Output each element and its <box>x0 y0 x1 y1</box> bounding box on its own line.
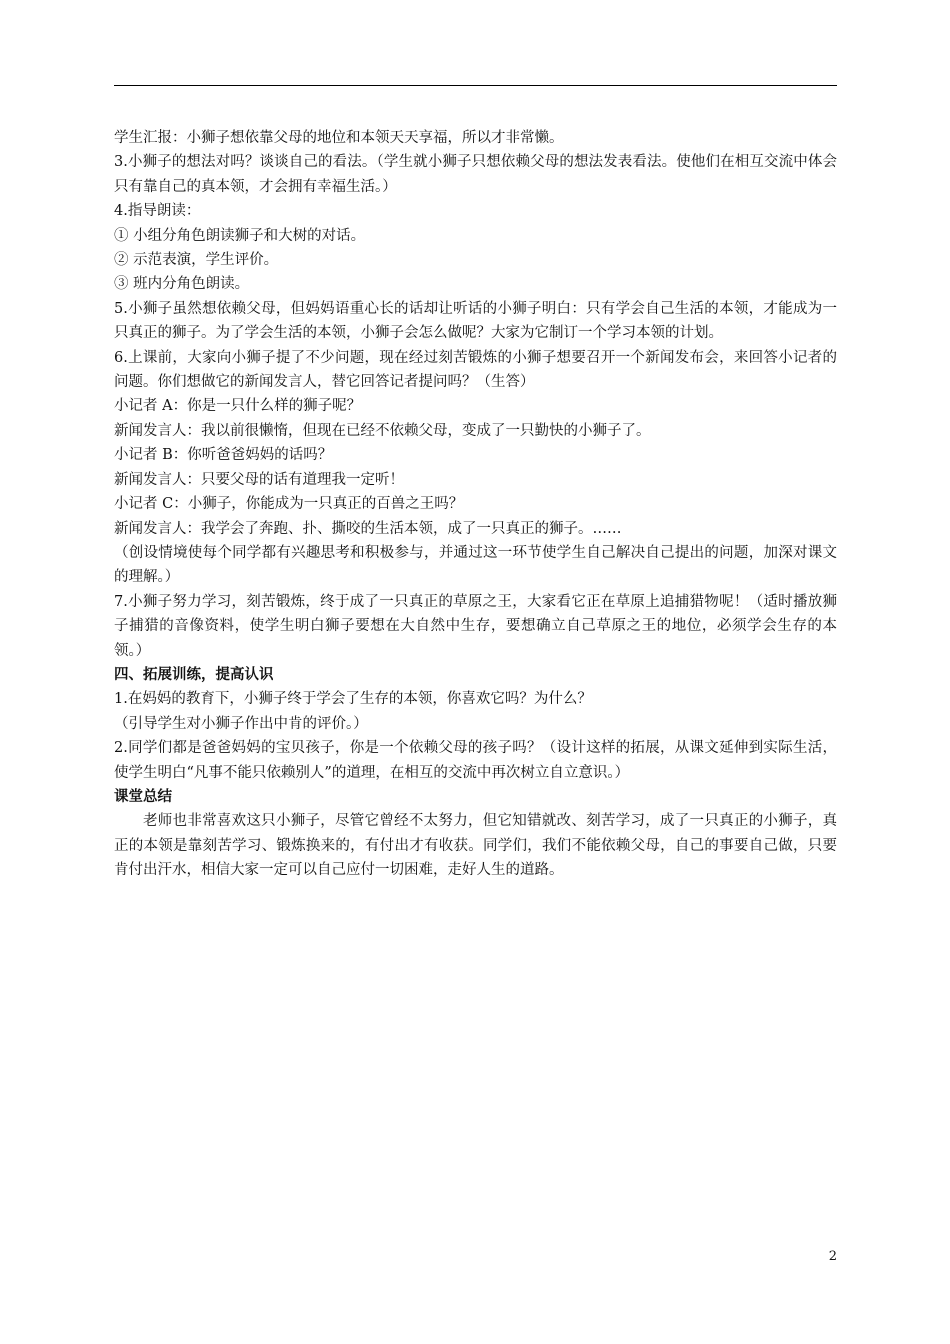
extension-item-1: 1.在妈妈的教育下，小狮子终于学会了生存的本领，你喜欢它吗？为什么？ <box>114 691 592 708</box>
item-7-paragraph: 7.小狮子努力学习，刻苦锻炼，终于成了一只真正的草原之王，大家看它正在草原上追捕猎物呢！（适时播放狮子捕猎的音像资料，使学生明白狮子要想在大自然中生存，要想确立自己草原之王的地位，必须学会生存的本领。） <box>114 593 837 659</box>
extension-item-2: 2.同学们都是爸爸妈妈的宝贝孩子，你是一个依赖父母的孩子吗？（设计这样的拓展，从课文延伸到实际生活，使学生明白“凡事不能只依赖别人”的道理，在相互的交流中再次树立自立意识。） <box>114 740 837 781</box>
document-body <box>114 126 837 883</box>
reading-step-2: ② 示范表演，学生评价。 <box>114 252 279 269</box>
dialogue-spokesperson-3: 新闻发言人：我学会了奔跑、扑、撕咬的生活本领，成了一只真正的狮子。…… <box>114 520 622 537</box>
dialogue-reporter-a: 小记者 A：你是一只什么样的狮子呢？ <box>114 398 362 415</box>
summary-heading: 课堂总结 <box>114 787 172 805</box>
dialogue-reporter-b: 小记者 B：你听爸爸妈妈的话吗？ <box>114 447 333 464</box>
item-6-paragraph: 6.上课前，大家向小狮子提了不少问题，现在经过刻苦锻炼的小狮子想要召开一个新闻发布会，来回答小记者的问题。你们想做它的新闻发言人，替它回答记者提问吗？（生答） <box>114 349 837 391</box>
dialogue-spokesperson-2: 新闻发言人：只要父母的话有道理我一定听！ <box>114 471 404 488</box>
design-note-paragraph: （创设情境使每个同学都有兴趣思考和积极参与，并通过这一环节使学生自己解决自己提出的问题，加深对课文的理解。） <box>114 544 837 586</box>
reading-step-1: ① 小组分角色朗读狮子和大树的对话。 <box>114 227 366 244</box>
question-3-paragraph: 3.小狮子的想法对吗？谈谈自己的看法。（学生就小狮子只想依赖父母的想法发表看法。使他们在相互交流中体会只有靠自己的真本领，才会拥有幸福生活。） <box>114 154 837 195</box>
page-number: 2 <box>828 1249 837 1264</box>
item-5-paragraph: 5.小狮子虽然想依赖父母，但妈妈语重心长的话却让听话的小狮子明白：只有学会自己生活的本领，才能成为一只真正的狮子。为了学会生活的本领，小狮子会怎么做呢？大家为它制订一个学习本领的计划。 <box>114 300 837 342</box>
student-report-paragraph: 学生汇报：小狮子想依靠父母的地位和本领天天享福，所以才非常懒。 <box>114 130 564 146</box>
extension-note-1: （引导学生对小狮子作出中肯的评价。） <box>114 715 368 732</box>
section-4-heading: 四、拓展训练，提高认识 <box>114 665 274 683</box>
summary-paragraph: 老师也非常喜欢这只小狮子，尽管它曾经不太努力，但它知错就改、刻苦学习，成了一只真正的小狮子，真正的本领是靠刻苦学习、锻炼换来的，有付出才有收获。同学们，我们不能依赖父母，自己的事要自己做，只要肯付出汗水，相信大家一定可以自己应付一切困难，走好人生的道路。 <box>114 813 837 879</box>
reading-step-3: ③ 班内分角色朗读。 <box>114 276 250 293</box>
header-rule <box>114 85 837 86</box>
reading-guide-heading: 4.指导朗读： <box>114 203 201 220</box>
dialogue-spokesperson-1: 新闻发言人：我以前很懒惰，但现在已经不依赖父母，变成了一只勤快的小狮子了。 <box>114 422 651 439</box>
dialogue-reporter-c: 小记者 C：小狮子，你能成为一只真正的百兽之王吗？ <box>114 496 464 513</box>
